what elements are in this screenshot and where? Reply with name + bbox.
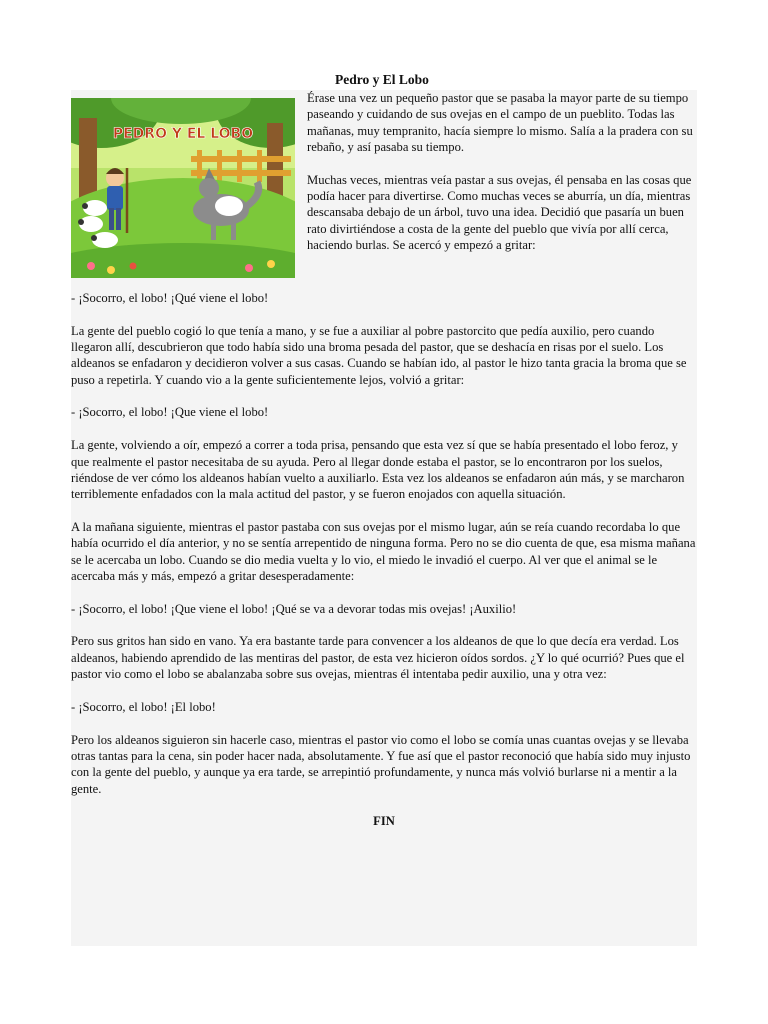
body-paragraph: - ¡Socorro, el lobo! ¡El lobo!	[71, 699, 216, 714]
body-paragraph: La gente, volviendo a oír, empezó a correr a toda prisa, pensando que esta vez sí que se había presentado el lobo feroz, y que realmente el pastor necesitaba de su ayuda. Pero al llegar donde estaba el pastor, se lo encontraron por los suelos, riéndose de ver cómo los aldeanos habían vuelto a auxiliarlo. Esta vez los aldeanos se enfadaron aún más, y se marcharon terriblemente enfadados con la mala actitud del pastor, y se fueron enojados con aquella situación.	[71, 438, 685, 502]
body-paragraph: Pero sus gritos han sido en vano. Ya era bastante tarde para convencer a los aldeanos de que lo que decía era verdad. Los aldeanos, habiendo aprendido de las mentiras del pastor, de esta vez hicieron oídos sordos. ¿Y lo qué ocurrió? Pues que el pastor vio como el lobo se abalanzaba sobre sus ovejas, mientras él intentaba pedir auxilio, una y otra vez:	[71, 634, 685, 682]
image-caption: PEDRO Y EL LOBO	[112, 126, 254, 142]
intro-paragraph: Muchas veces, mientras veía pastar a sus ovejas, él pensaba en las cosas que podía hacer para divertirse. Como muchas veces se aburría, un día, mientras descansaba debajo de un árbol, tuvo una idea. Decidió que pasaría un buen rato divirtiéndose a costa de la gente del pueblo que vivía por allí cerca, haciendo burlas. Se acercó y empezó a gritar:	[307, 172, 692, 252]
body-paragraph: Pero los aldeanos siguieron sin hacerle caso, mientras el pastor vio como el lobo se comía unas cuantas ovejas y se llevaba otras tantas para la cena, sin poder hacer nada, absolutamente. Y fue así que el pastor reconoció que había sido muy injusto con la gente del pueblo, y aunque ya era tarde, se arrepintió profundamente, y nunca más volvió burlarse ni a mentir a la gente.	[71, 732, 691, 796]
document-title: Pedro y El Lobo	[335, 72, 429, 87]
story-body	[71, 290, 697, 830]
end-text: FIN	[373, 814, 395, 829]
body-paragraph: - ¡Socorro, el lobo! ¡Qué viene el lobo!	[71, 291, 269, 305]
story-illustration	[71, 98, 295, 278]
intro-text	[307, 90, 697, 253]
intro-paragraph: Érase una vez un pequeño pastor que se pasaba la mayor parte de su tiempo paseando y cuidando de sus ovejas en el campo de un pueblito. Todas las mañanas, muy tempranito, hacía siempre lo mismo. Salía a la pradera con su rebaño, y así pasaba su tiempo.	[307, 91, 693, 154]
body-paragraph: A la mañana siguiente, mientras el pastor pastaba con sus ovejas por el mismo lugar, aún se reía cuando recordaba lo que había ocurrido el día anterior, y no se sentía arrepentido de ninguna forma. Pero no se dio cuenta de que, esa misma mañana se le acercaba un lobo. Cuando se dio media vuelta y lo vio, el miedo le invadió el cuerpo. Al ver que el animal se le acercaba más y más, empezó a gritar desesperadamente:	[71, 519, 696, 583]
body-paragraph: - ¡Socorro, el lobo! ¡Que viene el lobo! ¡Qué se va a devorar todas mis ovejas! ¡Auxilio!	[71, 601, 517, 616]
document-page	[71, 70, 697, 946]
body-paragraph: La gente del pueblo cogió lo que tenía a mano, y se fue a auxiliar al pobre pastorcito que pedía auxilio, pero cuando llegaron allí, descubrieron que todo había sido una broma pesada del pastor, que se deshacía en risas por el suelo. Los aldeanos se enfadaron y decidieron volver a sus casas. Cuando se habían ido, al pastor le hizo tanta gracia la broma que se puso a repetirla. Y cuando vio a la gente suficientemente lejos, volvió a gritar:	[71, 323, 687, 387]
body-paragraph: - ¡Socorro, el lobo! ¡Que viene el lobo!	[71, 405, 269, 420]
